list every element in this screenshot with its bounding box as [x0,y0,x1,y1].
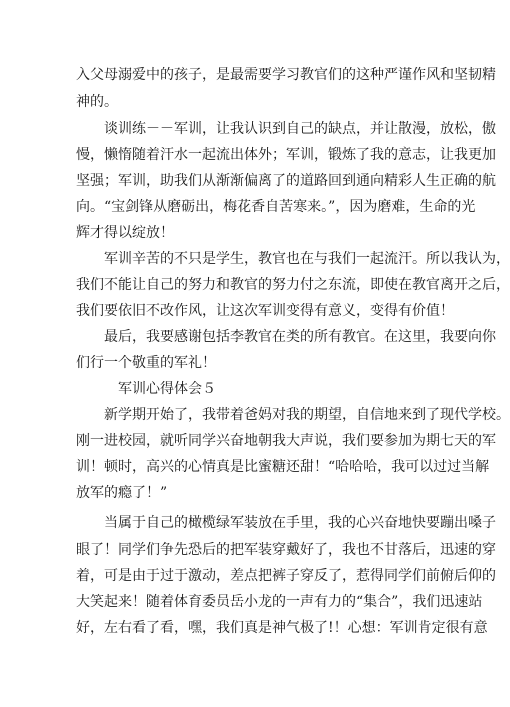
paragraph-line: 大笑起来！随着体育委员岳小龙的一声有力的“集合”，我们迅速站 [76,594,483,610]
paragraph-line: 谈训练－－军训，让我认识到自己的缺点，并让散漫，放松，傲 [104,121,496,137]
section-heading: 军训心得体会５ [118,381,216,397]
paragraph-line: 坚强；军训，助我们从渐渐偏离了的道路回到通向精彩人生正确的航 [76,173,496,189]
paragraph-line: 眼了！同学们争先恐后的把军装穿戴好了，我也不甘落后，迅速的穿 [76,542,496,558]
paragraph-line: 当属于自己的橄榄绿军装放在手里，我的心兴奋地快要蹦出嗓子 [104,515,496,531]
paragraph-line: 神的。 [76,94,118,110]
paragraph-line: 着，可是由于过于激动，差点把裤子穿反了，惹得同学们前俯后仰的 [76,568,496,584]
paragraph-line: 训！顿时，高兴的心情真是比蜜糖还甜！“哈哈哈，我可以过过当解 [76,459,490,475]
paragraph-line: 放军的瘾了！” [76,485,168,501]
paragraph-line: 新学期开始了，我带着爸妈对我的期望，自信地来到了现代学校。 [104,407,510,423]
paragraph-line: 最后，我要感谢包括李教官在类的所有教官。在这里，我要向你 [104,329,496,345]
paragraph-line: 向。“宝剑锋从磨砺出，梅花香自苦寒来。”，因为磨难，生命的光 [76,199,476,215]
paragraph-line: 入父母溺爱中的孩子，是最需要学习教官们的这种严谨作风和坚韧精 [76,67,496,83]
paragraph-line: 好，左右看了看，嘿，我们真是神气极了!！心想：军训肯定很有意 [76,620,488,636]
paragraph-line: 我们要依旧不改作风，让这次军训变得有意义，变得有价值！ [76,303,454,319]
paragraph-line: 军训辛苦的不只是学生，教官也在与我们一起流汗。所以我认为， [104,251,510,267]
paragraph-line: 我们不能让自己的努力和教官的努力付之东流，即使在教官离开之后， [76,277,510,293]
paragraph-line: 们行一个敬重的军礼！ [76,355,216,371]
paragraph-line: 慢，懒惰随着汗水一起流出体外；军训，锻炼了我的意志，让我更加 [76,147,496,163]
paragraph-line: 辉才得以绽放！ [76,225,174,241]
paragraph-line: 刚一进校园，就听同学兴奋地朝我大声说，我们要参加为期七天的军 [76,433,496,449]
